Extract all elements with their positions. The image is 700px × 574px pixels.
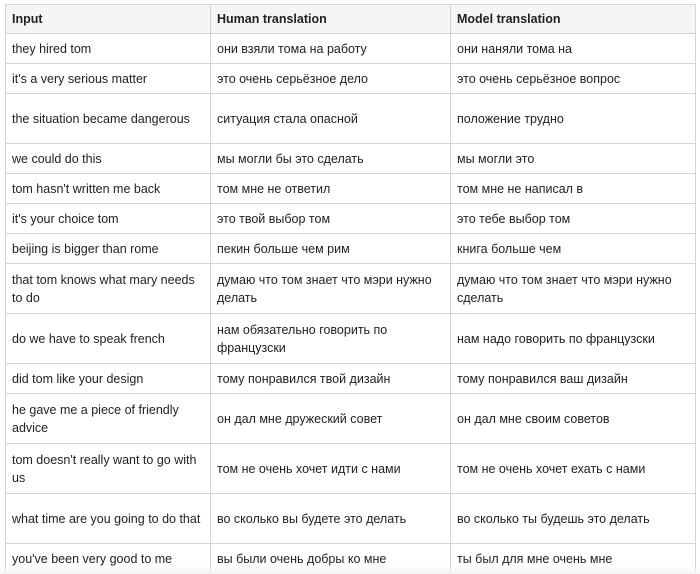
human-translation-cell: тому понравился твой дизайн <box>211 364 451 394</box>
input-cell: what time are you going to do that <box>6 494 211 544</box>
input-cell: you've been very good to me <box>6 544 211 574</box>
input-cell: beijing is bigger than rome <box>6 234 211 264</box>
table-row <box>6 174 696 204</box>
model-translation-cell: книга больше чем <box>451 234 696 264</box>
table-row <box>6 494 696 544</box>
human-translation-cell: вы были очень добры ко мне <box>211 544 451 574</box>
model-translation-cell: он дал мне своим советов <box>451 394 696 444</box>
human-translation-cell: во сколько вы будете это делать <box>211 494 451 544</box>
table-row <box>6 34 696 64</box>
human-translation-cell: том не очень хочет идти с нами <box>211 444 451 494</box>
table-row <box>6 314 696 364</box>
model-translation-cell: мы могли это <box>451 144 696 174</box>
column-header-model-translation: Model translation <box>451 5 696 34</box>
input-cell: tom hasn't written me back <box>6 174 211 204</box>
table-row <box>6 64 696 94</box>
model-translation-cell: это очень серьёзное вопрос <box>451 64 696 94</box>
human-translation-cell: это очень серьёзное дело <box>211 64 451 94</box>
human-translation-cell: это твой выбор том <box>211 204 451 234</box>
model-translation-cell: положение трудно <box>451 94 696 144</box>
table-row <box>6 264 696 314</box>
bottom-fade-strip <box>0 566 700 574</box>
model-translation-cell: во сколько ты будешь это делать <box>451 494 696 544</box>
table-row <box>6 444 696 494</box>
human-translation-cell: ситуация стала опасной <box>211 94 451 144</box>
table-row <box>6 94 696 144</box>
input-cell: it's your choice tom <box>6 204 211 234</box>
human-translation-cell: пекин больше чем рим <box>211 234 451 264</box>
model-translation-cell: том мне не написал в <box>451 174 696 204</box>
table-row <box>6 144 696 174</box>
human-translation-cell: мы могли бы это сделать <box>211 144 451 174</box>
human-translation-cell: они взяли тома на работу <box>211 34 451 64</box>
model-translation-cell: тому понравился ваш дизайн <box>451 364 696 394</box>
input-cell: do we have to speak french <box>6 314 211 364</box>
human-translation-cell: том мне не ответил <box>211 174 451 204</box>
column-header-input: Input <box>6 5 211 34</box>
model-translation-cell: том не очень хочет ехать с нами <box>451 444 696 494</box>
input-cell: he gave me a piece of friendly advice <box>6 394 211 444</box>
model-translation-cell: думаю что том знает что мэри нужно сделать <box>451 264 696 314</box>
input-cell: the situation became dangerous <box>6 94 211 144</box>
table-header-row <box>6 5 696 34</box>
table-row <box>6 364 696 394</box>
translation-table <box>5 4 696 574</box>
model-translation-cell: нам надо говорить по французски <box>451 314 696 364</box>
table-row <box>6 234 696 264</box>
input-cell: it's a very serious matter <box>6 64 211 94</box>
column-header-human-translation: Human translation <box>211 5 451 34</box>
table-row <box>6 204 696 234</box>
model-translation-cell: они наняли тома на <box>451 34 696 64</box>
human-translation-cell: думаю что том знает что мэри нужно делать <box>211 264 451 314</box>
human-translation-cell: он дал мне дружеский совет <box>211 394 451 444</box>
input-cell: we could do this <box>6 144 211 174</box>
table-row <box>6 394 696 444</box>
human-translation-cell: нам обязательно говорить по французски <box>211 314 451 364</box>
input-cell: did tom like your design <box>6 364 211 394</box>
input-cell: that tom knows what mary needs to do <box>6 264 211 314</box>
input-cell: tom doesn't really want to go with us <box>6 444 211 494</box>
model-translation-cell: ты был для мне очень мне <box>451 544 696 574</box>
input-cell: they hired tom <box>6 34 211 64</box>
model-translation-cell: это тебе выбор том <box>451 204 696 234</box>
